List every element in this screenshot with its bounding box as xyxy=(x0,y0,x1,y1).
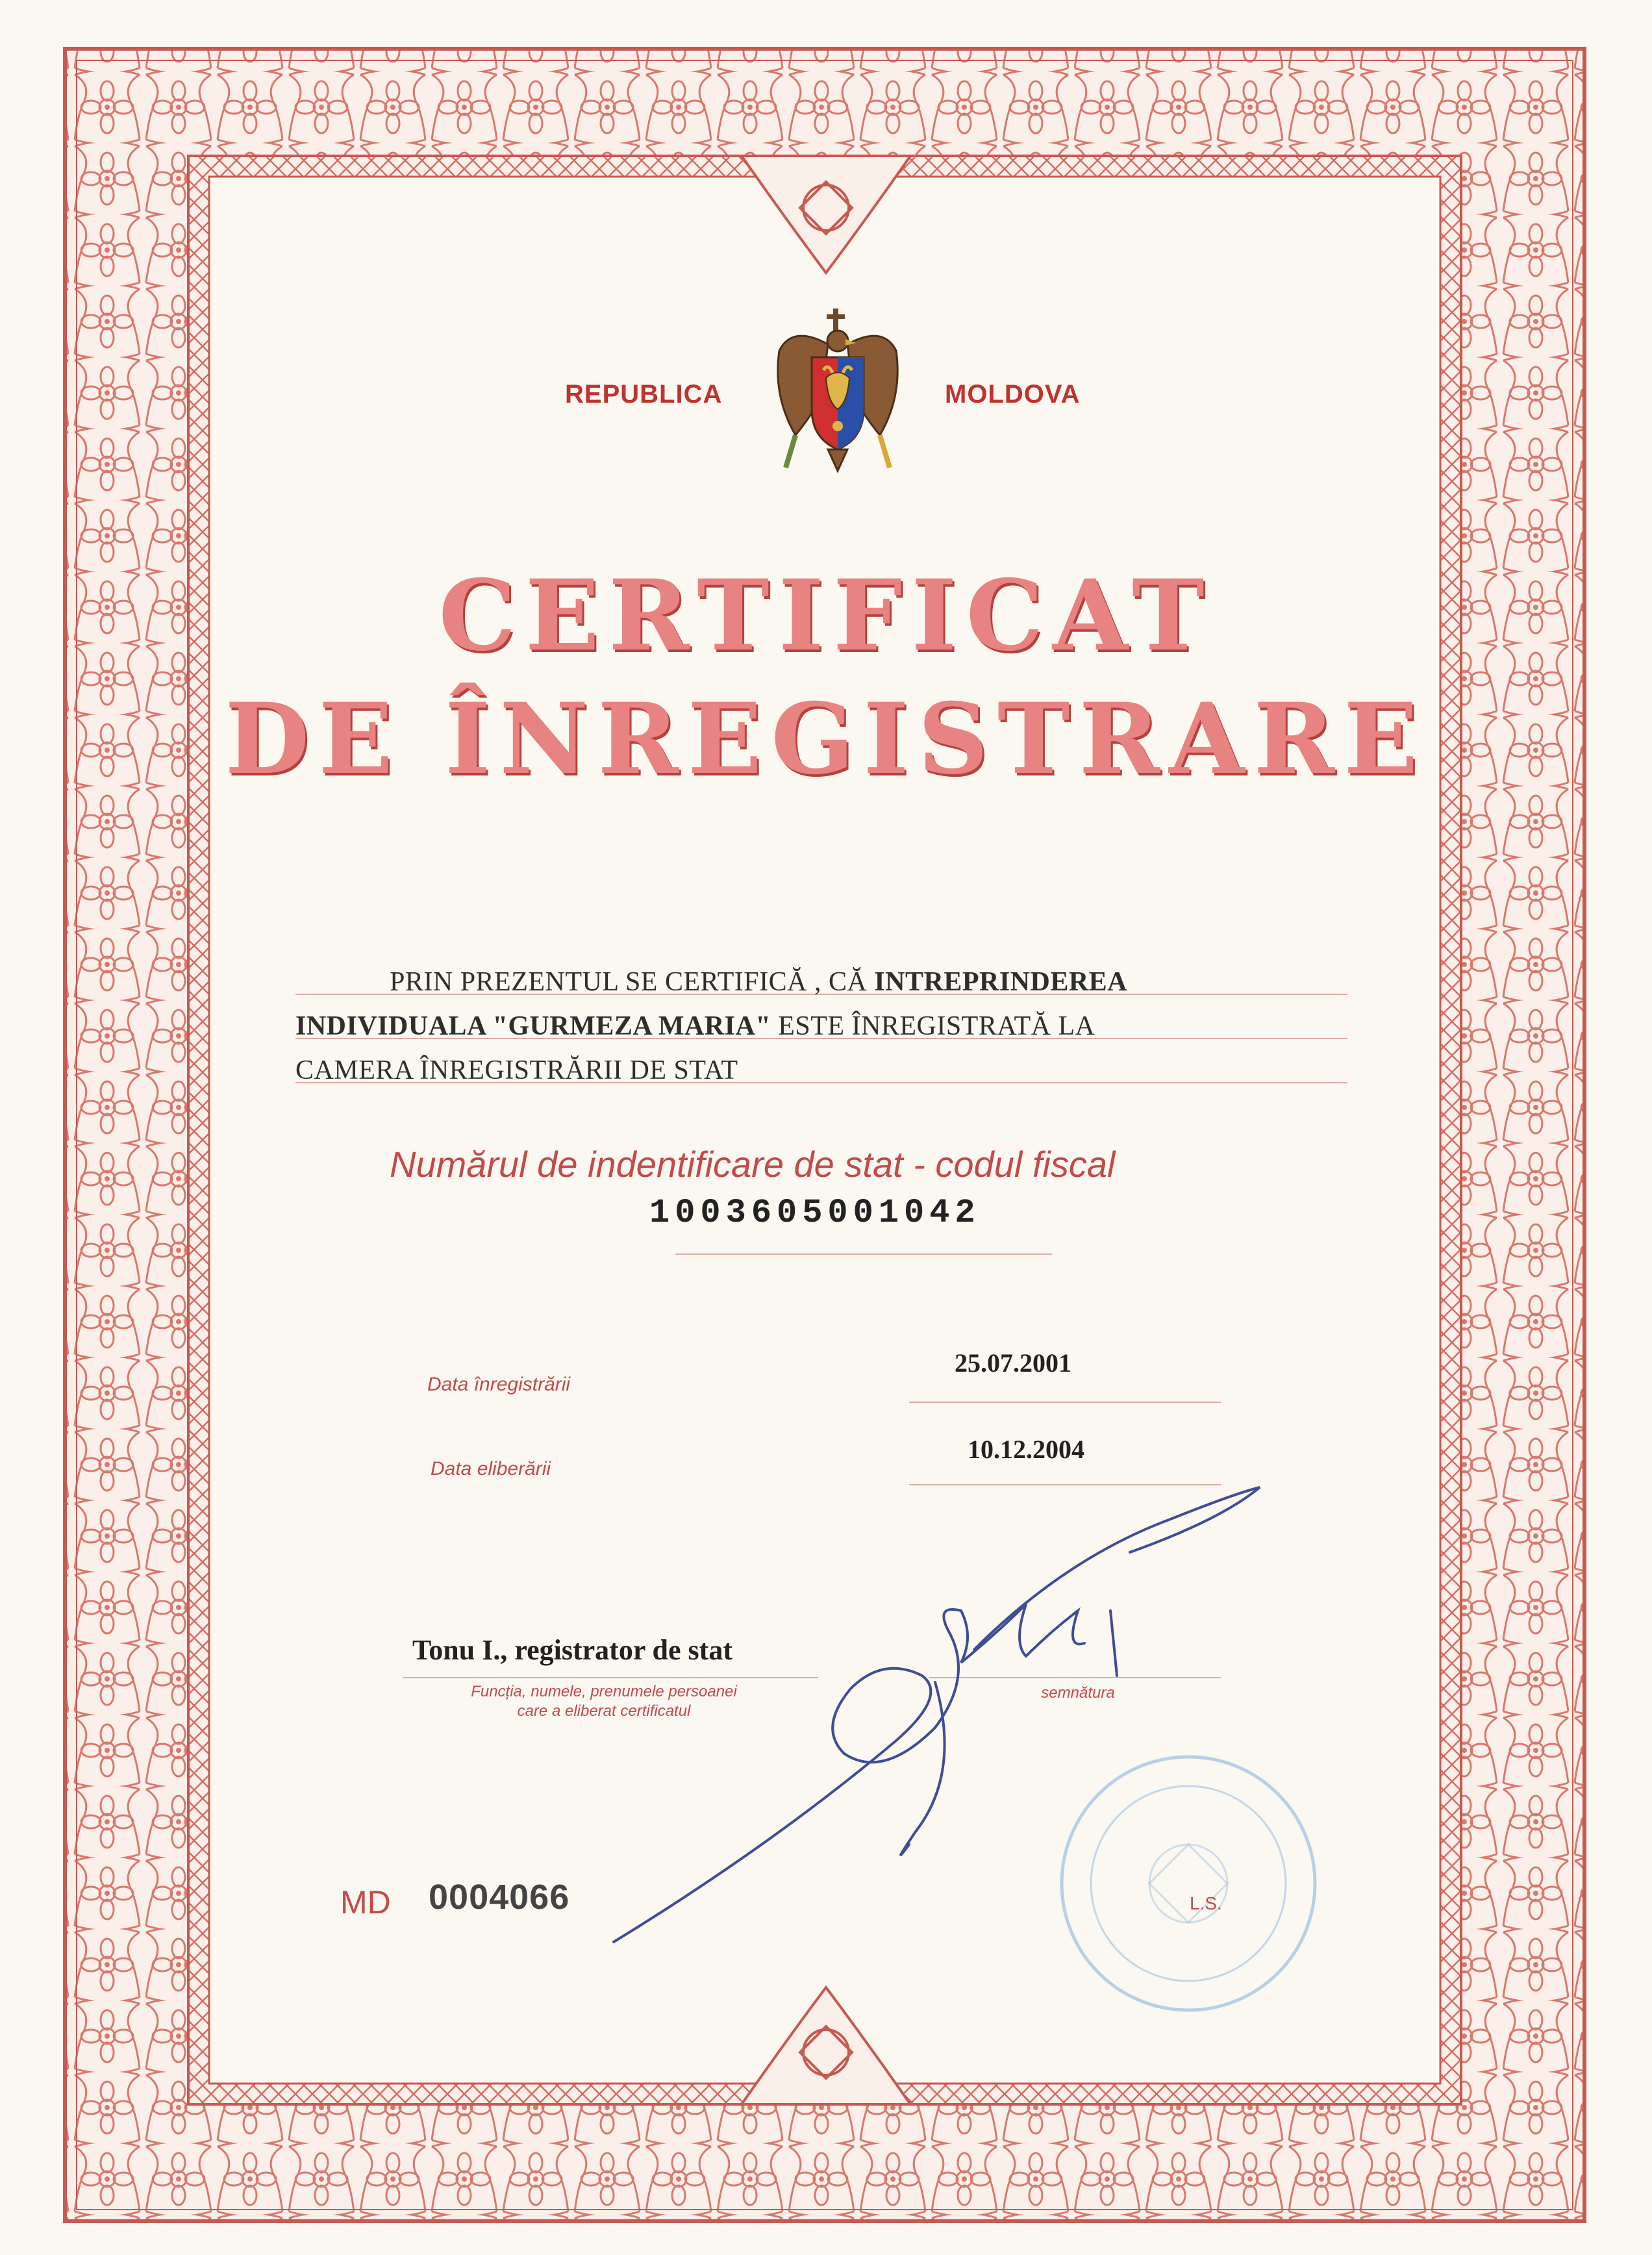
statement-line-3: CAMERA ÎNREGISTRĂRII DE STAT xyxy=(295,1055,738,1085)
fiscal-code-rule xyxy=(675,1253,1052,1255)
statement-line-1-text: PRIN PREZENTUL SE CERTIFICĂ , CĂ xyxy=(390,967,875,997)
title-certificat: CERTIFICAT xyxy=(438,559,1214,673)
registrar-caption-line-2: care a eliberat certificatul xyxy=(517,1702,691,1720)
statement-line-2-bold: INDIVIDUALA "GURMEZA MARIA" xyxy=(295,1011,771,1041)
fiscal-code-value: 1003605001042 xyxy=(649,1194,981,1232)
serial-prefix: MD xyxy=(340,1884,391,1921)
header-republica: REPUBLICA xyxy=(565,380,723,409)
statement-line-1 xyxy=(390,966,1127,998)
registrar-name: Tonu I., registrator de stat xyxy=(412,1634,732,1666)
serial-number: 0004066 xyxy=(429,1878,570,1917)
issue-date-value: 10.12.2004 xyxy=(968,1435,1084,1464)
ls-label: L.S. xyxy=(1190,1893,1222,1913)
issue-date-label: Data eliberării xyxy=(431,1458,551,1480)
signature-label: semnătura xyxy=(1041,1684,1115,1702)
registration-date-label: Data înregistrării xyxy=(427,1374,571,1395)
registrar-signature xyxy=(610,1481,1299,1948)
fiscal-code-label: Numărul de indentificare de stat - codul fiscal xyxy=(390,1144,1116,1185)
statement-line-2-text: ESTE ÎNREGISTRATĂ LA xyxy=(771,1011,1095,1041)
statement-line-2 xyxy=(295,1011,1095,1042)
title-de-inregistrare: DE ÎNREGISTRARE xyxy=(225,682,1427,796)
registration-date-rule xyxy=(909,1402,1221,1403)
registration-date-value: 25.07.2001 xyxy=(955,1348,1071,1378)
header-moldova: MOLDOVA xyxy=(945,380,1081,409)
statement-line-1-bold: INTREPRINDEREA xyxy=(874,967,1128,997)
registrar-caption-line-1: Funcția, numele, prenumele persoanei xyxy=(471,1683,737,1700)
moldova-coat-of-arms-icon xyxy=(766,305,909,474)
